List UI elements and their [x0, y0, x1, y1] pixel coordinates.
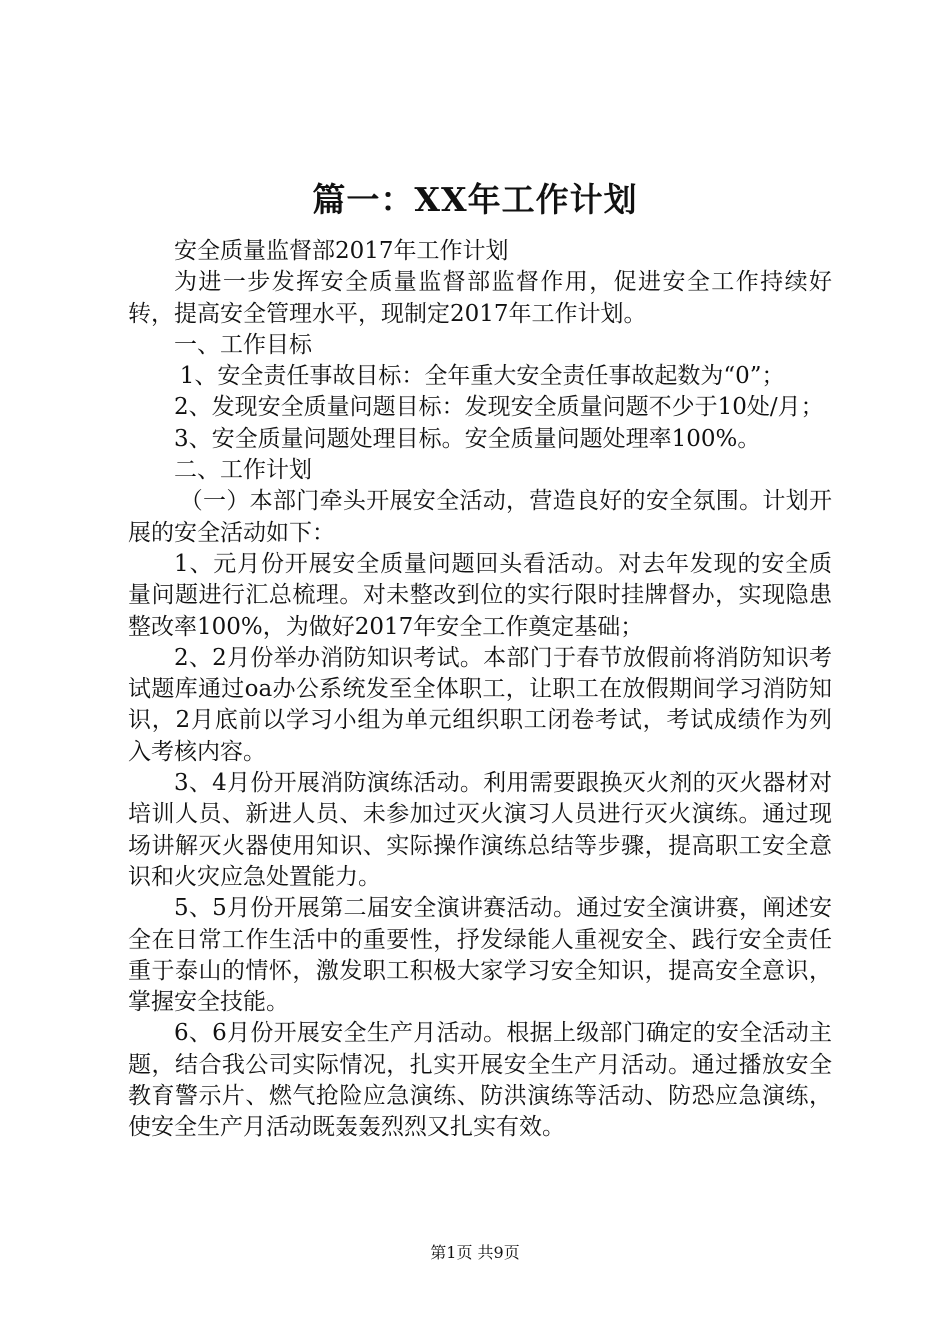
paragraph-goal-2: 2、发现安全质量问题目标：发现安全质量问题不少于10处/月；	[174, 394, 824, 421]
paragraph-plan-item-1: 1、元月份开展安全质量问题回头看活动。对去年发现的安全质量问题进行汇总梳理。对未整改到位的实行限时挂牌督办，实现隐患整改率100%，为做好2017年安全工作奠定基础；	[128, 550, 832, 640]
paragraph-goal-1: 1、安全责任事故目标：全年重大安全责任事故起数为“0”；	[179, 363, 785, 390]
paragraph-subtitle: 安全质量监督部2017年工作计划	[174, 238, 509, 264]
heading-goals: 一、工作目标	[174, 331, 312, 358]
paragraph-plan-item-6: 6、6月份开展安全生产月活动。根据上级部门确定的安全活动主题，结合我公司实际情况，扎实开展安全生产月活动。通过播放安全教育警示片、燃气抢险应急演练、防洪演练等活动、防恐应急演练，使安全生产月活动既轰轰烈烈又扎实有效。	[128, 1020, 832, 1141]
heading-plan: 二、工作计划	[174, 457, 312, 484]
paragraph-goal-3: 3、安全质量问题处理目标。安全质量问题处理率100%。	[174, 425, 761, 452]
paragraph-plan-section-1: （一）本部门牵头开展安全活动，营造良好的安全氛围。计划开展的安全活动如下：	[128, 488, 832, 546]
page-footer: 第1页 共9页	[430, 1243, 520, 1262]
paragraph-plan-item-3: 3、4月份开展消防演练活动。利用需要跟换灭火剂的灭火器材对培训人员、新进人员、未参加过灭火演习人员进行灭火演练。通过现场讲解灭火器使用知识、实际操作演练总结等步骤，提高职工安全意识和火灾应急处置能力。	[128, 770, 832, 890]
document-body	[128, 236, 832, 1144]
paragraph-plan-item-2: 2、2月份举办消防知识考试。本部门于春节放假前将消防知识考试题库通过oa办公系统发至全体职工，让职工在放假期间学习消防知识，2月底前以学习小组为单元组织职工闭卷考试，考试成绩作为列入考核内容。	[128, 644, 832, 765]
paragraph-plan-item-5: 5、5月份开展第二届安全演讲赛活动。通过安全演讲赛，阐述安全在日常工作生活中的重要性，抒发绿能人重视安全、践行安全责任重于泰山的情怀，激发职工积极大家学习安全知识，提高安全意识，掌握安全技能。	[128, 895, 832, 1016]
paragraph-intro: 为进一步发挥安全质量监督部监督作用，促进安全工作持续好转，提高安全管理水平，现制定2017年工作计划。	[128, 269, 832, 327]
document-title: 篇一：XX年工作计划	[312, 180, 638, 219]
